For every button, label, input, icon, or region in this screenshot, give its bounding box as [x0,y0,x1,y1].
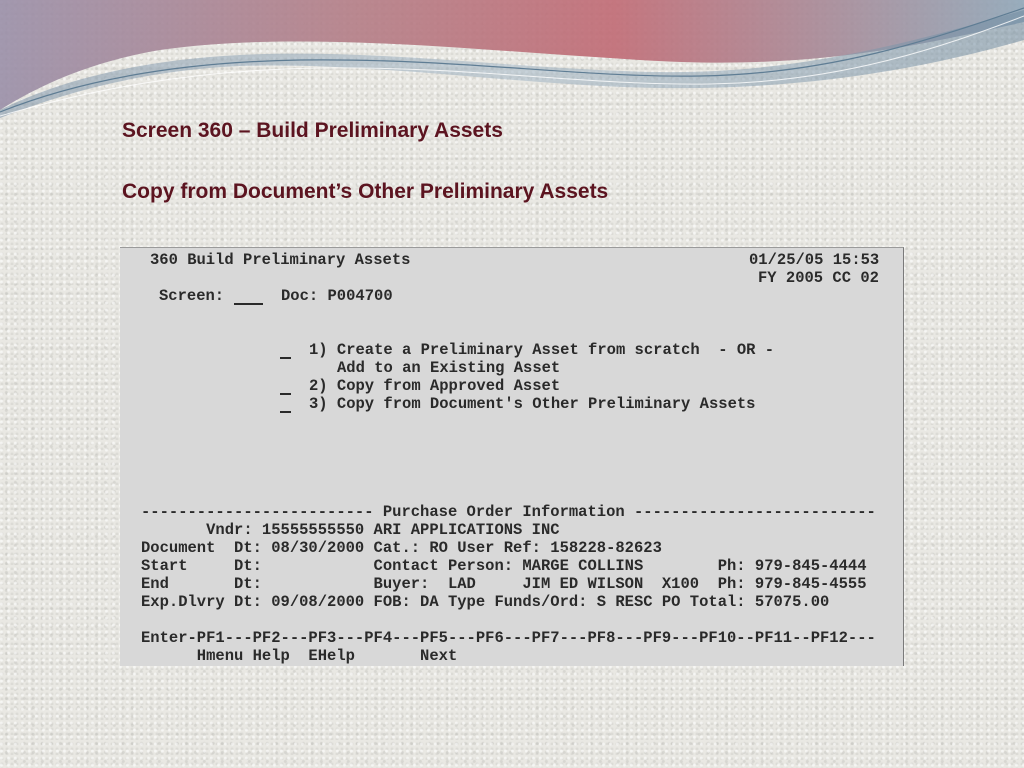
end-line: End Dt: Buyer: LAD JIM ED WILSON X100 Ph: 979-845-4555 [141,575,867,593]
option-3-label: 3) Copy from Document's Other Preliminary Assets [309,395,756,413]
fiscal-year: FY 2005 CC 02 [758,269,879,287]
option-2-select-field[interactable] [280,379,291,395]
option-1-continuation: Add to an Existing Asset [337,359,561,377]
vendor-line: Vndr: 15555555550 ARI APPLICATIONS INC [141,521,560,539]
option-1-label: 1) Create a Preliminary Asset from scratch - OR - [309,341,775,359]
pf-keys-row: Enter-PF1---PF2---PF3---PF4---PF5---PF6---PF7---PF8---PF9---PF10--PF11--PF12--- [141,629,876,647]
datetime: 01/25/05 15:53 [749,251,880,269]
screen-label: Screen: [159,287,225,305]
po-info-header: ------------------------- Purchase Order Information -------------------------- [141,503,876,521]
option-3-select-field[interactable] [280,397,291,413]
pf-key-labels[interactable]: Hmenu Help EHelp Next [141,647,458,665]
exp-delivery-line: Exp.Dlvry Dt: 09/08/2000 FOB: DA Type Funds/Ord: S RESC PO Total: 57075.00 [141,593,830,611]
document-line: Document Dt: 08/30/2000 Cat.: RO User Ref: 158228-82623 [141,539,662,557]
option-1-select-field[interactable] [280,343,291,359]
start-line: Start Dt: Contact Person: MARGE COLLINS Ph: 979-845-4444 [141,557,867,575]
slide-subtitle: Copy from Document’s Other Preliminary Assets [122,180,609,203]
screen-input[interactable] [234,289,263,305]
doc-label: Doc: P004700 [281,287,393,305]
terminal-screen [120,247,904,666]
screen-name: 360 Build Preliminary Assets [150,251,411,269]
option-2-label: 2) Copy from Approved Asset [309,377,561,395]
slide-title: Screen 360 – Build Preliminary Assets [122,119,503,142]
decorative-wave-banner [0,0,1024,120]
